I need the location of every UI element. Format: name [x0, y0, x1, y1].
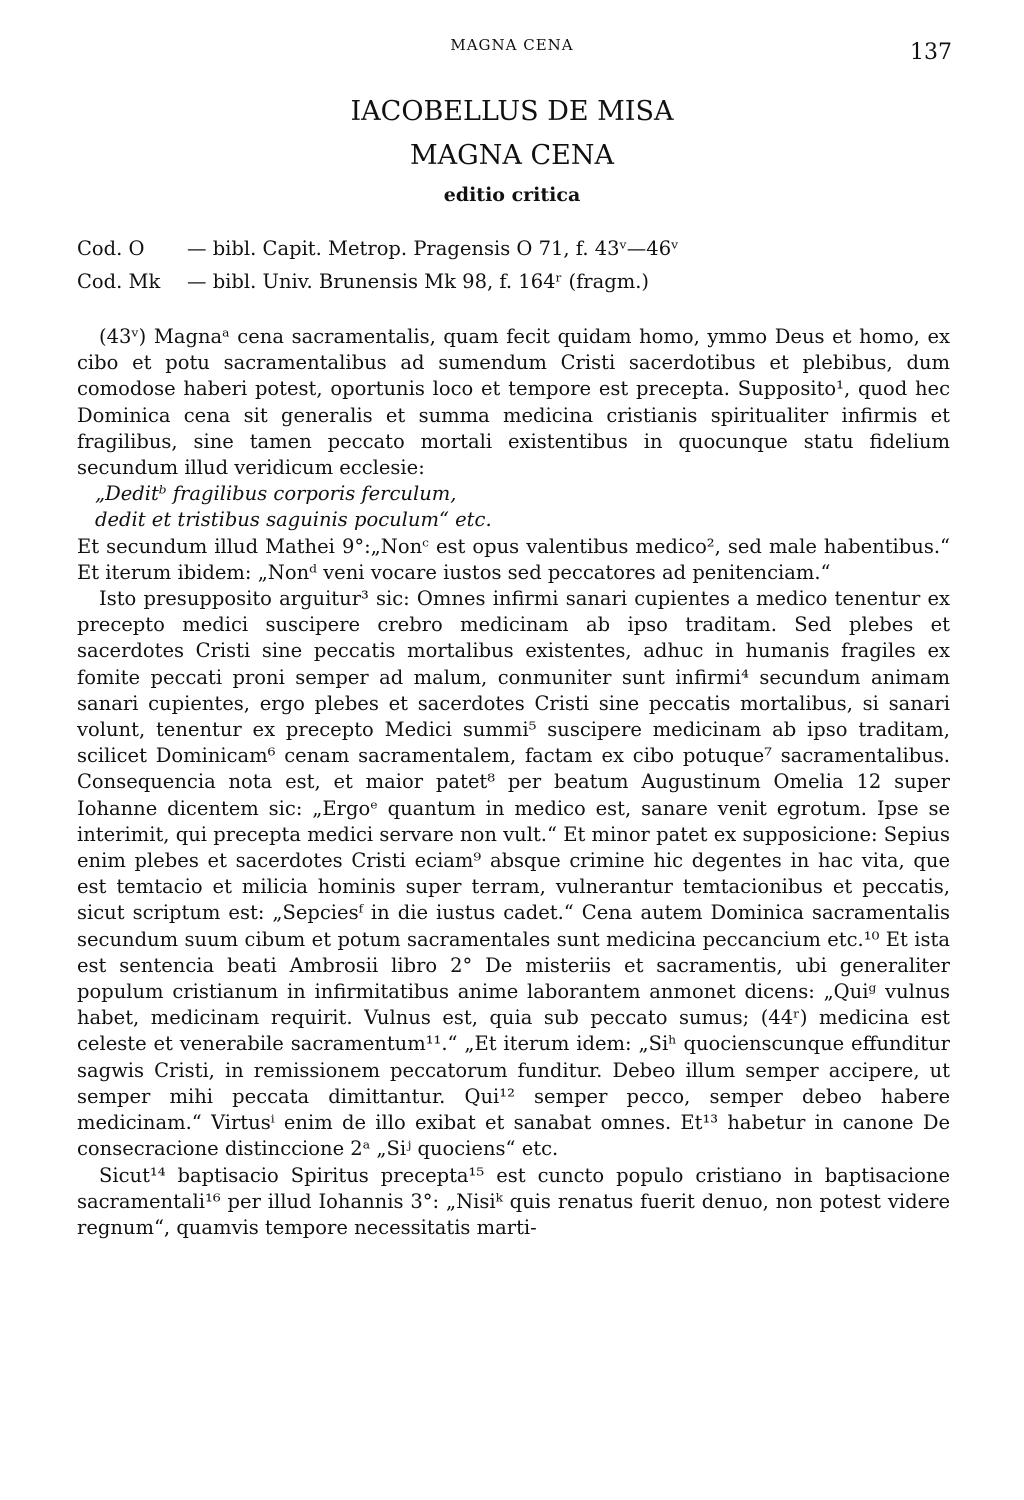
verse-line: „Deditᵇ fragilibus corporis ferculum, [95, 482, 457, 506]
verse-line: dedit et tristibus saguinis poculum“ etc. [95, 508, 492, 532]
edition-subtitle: editio critica [443, 184, 581, 206]
paragraph: (43ᵛ) Magnaᵃ cena sacramentalis, quam fecit quidam homo, ymmo Deus et homo, ex cibo et potu sacramentalibus ad sumendum Cristi sacerdotibus et plebibus, dum comodose haberi potest, oportunis loco et tempore est precepta. Supposito¹, quod hec Dominica cena sit generalis et summa medicina cristianis spiritualiter infirmis et fragilibus, sine tamen peccato mortali existentibus in quocunque statu fidelium secundum illud veridicum ecclesie: [77, 325, 950, 480]
codex-line [77, 237, 957, 260]
author-title: IACOBELLUS DE MISA [350, 96, 674, 127]
paragraph: Sicut¹⁴ baptisacio Spiritus precepta¹⁵ est cuncto populo cristiano in baptisacione sacramentali¹⁶ per illud Iohannis 3°: „Nisiᵏ quis renatus fuerit denuo, non potest videre regnum“, quamvis tempore necessitatis marti- [77, 1163, 950, 1239]
codex-siglum: Cod. O [77, 237, 145, 260]
codex-siglum: Cod. Mk [77, 270, 161, 293]
paragraph: Et secundum illud Mathei 9°:„Nonᶜ est opus valentibus medico², sed male habentibus.“ Et iterum ibidem: „Nonᵈ veni vocare iustos sed peccatores ad penitenciam.“ [77, 534, 950, 584]
codex-description: — bibl. Capit. Metrop. Pragensis O 71, f. 43ᵛ—46ᵛ [187, 237, 679, 260]
main-text [77, 324, 950, 1241]
paragraph: Isto presupposito arguitur³ sic: Omnes infirmi sanari cupientes a medico tenentur ex precepto medici suscipere crebro medicinam ab ipso traditam. Sed plebes et sacerdotes Cristi sine peccatis mortalibus existentes, adhuc in humanis fragiles ex fomite peccati proni semper ad malum, conmuniter sunt infirmi⁴ secundum animam sanari cupientes, ergo plebes et sacerdotes Cristi sine peccatis mortalibus, si sanari volunt, tenentur ex precepto Medici summi⁵ suscipere medicinam ab ipso traditam, scilicet Dominicam⁶ cenam sacramentalem, factam ex cibo potuque⁷ sacramentalibus. Consequencia nota est, et maior patet⁸ per beatum Augustinum Omelia 12 super Iohanne dicentem sic: „Ergoᵉ quantum in medico est, sanare venit egrotum. Ipse se interimit, qui precepta medici servare non vult.“ Et minor patet ex supposicione: Sepius enim plebes et sacerdotes Cristi eciam⁹ absque crimine hic degentes in hac vita, que est temtacio et milicia hominis super terram, vulnerantur temtacionibus et peccatis, sicut scriptum est: „Sepciesᶠ in die iustus cadet.“ Cena autem Dominica sacramentalis secundum suum cibum et potum sacramentales sunt medicina peccancium etc.¹⁰ Et ista est sentencia beati Ambrosii libro 2° De misteriis et sacramentis, ubi generaliter populum cristianum in infirmitatibus anime laborantem anmonet dicens: „Quiᵍ vulnus habet, medicinam requirit. Vulnus est, quia sub peccato sumus; (44ʳ) medicina est celeste et venerabile sacramentum¹¹.“ „Et iterum idem: „Siʰ quocienscunque effunditur sagwis Cristi, in remissionem peccatorum funditur. Debeo illum semper accipere, ut semper mihi peccata dimittantur. Qui¹² semper pecco, semper debeo habere medicinam.“ Virtusⁱ enim de illo exibat et sanabat omnes. Et¹³ habetur in canone De consecracione distinccione 2ᵃ „Siʲ quociens“ etc. [77, 587, 950, 1161]
codex-description: — bibl. Univ. Brunensis Mk 98, f. 164ʳ (fragm.) [187, 270, 650, 293]
codex-line [77, 270, 957, 293]
page-number: 137 [910, 40, 952, 65]
running-title: MAGNA CENA [450, 36, 574, 54]
work-title: MAGNA CENA [410, 140, 614, 171]
